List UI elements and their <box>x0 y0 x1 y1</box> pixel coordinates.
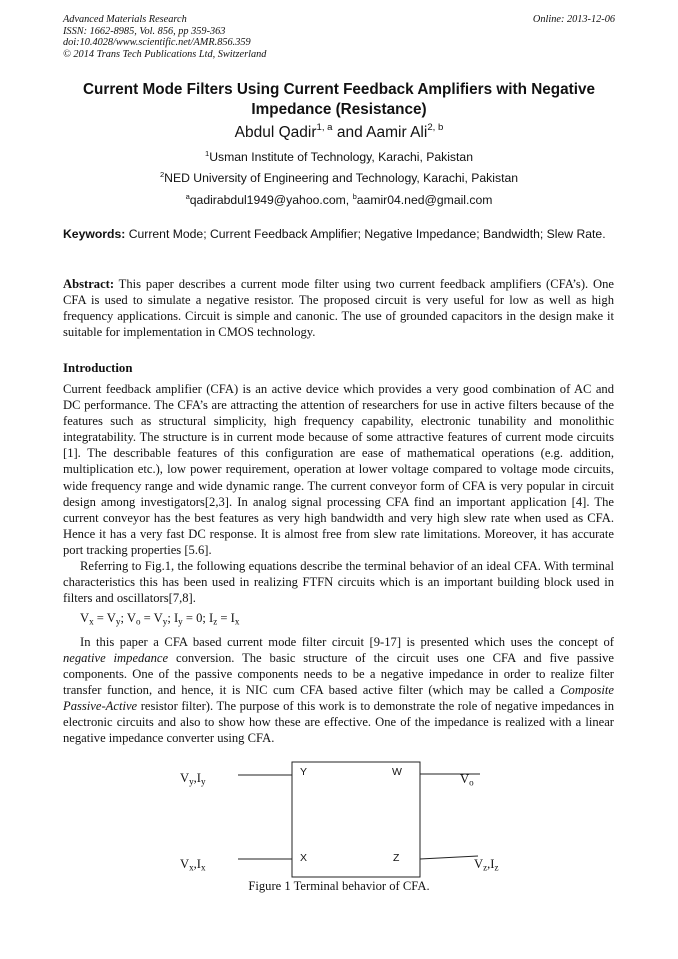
eq-sub: y <box>178 616 183 627</box>
label-vz-iz: $V_z,I_z$ <box>474 857 499 873</box>
abstract-label: Abstract: <box>63 277 115 291</box>
paper-title <box>40 80 638 119</box>
terminal-equation <box>63 610 614 629</box>
eq-part: = I <box>217 611 235 626</box>
eq-sub: z <box>213 616 218 627</box>
doi-line: doi:10.4028/www.scientific.net/AMR.856.359 <box>63 37 251 49</box>
aff-2-sup: 2 <box>159 169 165 179</box>
journal-name: Advanced Materials Research <box>63 14 187 25</box>
eq-part: = V <box>140 611 163 626</box>
issn-line: ISSN: 1662-8985, Vol. 856, pp 359-363 <box>63 25 226 37</box>
eq-sub: x <box>89 616 94 627</box>
z-terminal-wire <box>420 856 478 859</box>
intro-paragraph-3 <box>63 634 614 747</box>
eq-sub: x <box>234 616 240 627</box>
affiliation-1 <box>0 150 678 164</box>
pin-y: Y <box>300 766 308 778</box>
journal-header <box>63 14 266 60</box>
pin-w: W <box>392 766 402 778</box>
aff-1-sup: 1 <box>205 148 210 158</box>
aff-2-text: NED University of Engineering and Technology, Karachi, Pakistan <box>164 171 519 185</box>
p3-text: resistor filter). The purpose of this work is to demonstrate the role of negative impedances in electronic circuits and also to show how these are effective. One of the impedance is realized with a linear negative impedance converter using CFA. <box>63 699 614 746</box>
eq-part: ; V <box>120 611 136 626</box>
label-vo: $V_o$ <box>460 772 474 788</box>
affiliation-2 <box>0 171 678 185</box>
eq-part: = V <box>93 611 116 626</box>
p3-text: In this paper a CFA based current mode filter circuit [9-17] is presented which uses the concept of <box>80 634 614 649</box>
eq-sub: y <box>115 616 121 627</box>
eq-sub: o <box>135 616 141 627</box>
introduction-body <box>63 381 614 746</box>
author-2: Aamir Ali <box>366 124 428 141</box>
intro-paragraph-2: Referring to Fig.1, the following equations describe the terminal behavior of an ideal CFA. With terminal characteristics this has been used in realizing FTFN circuits which is an important building block used in filters and oscillators[7,8]. <box>63 559 614 606</box>
eq-part: ; I <box>167 611 179 626</box>
aff-1-text: Usman Institute of Technology, Karachi, Pakistan <box>209 150 473 164</box>
author-list <box>0 124 678 142</box>
email-1-sup: a <box>185 191 190 201</box>
email-2-sup: b <box>352 191 357 201</box>
p3-text: conversion. The basic structure of the circuit uses one CFA and five passive components. One of the passive components needs to be a negative impedance in order to realize filter transfer function, and hence, it is NIC cum CFA based active filter (which may be called a <box>63 650 615 697</box>
keywords <box>63 227 614 243</box>
email-line <box>0 193 678 207</box>
section-heading-introduction: Introduction <box>63 361 133 375</box>
email-1: qadirabdul1949@yahoo.com, <box>189 193 353 207</box>
author-2-sup: 2, b <box>427 122 444 134</box>
label-vx-ix: $V_x,I_x$ <box>180 857 206 873</box>
label-vy-iy: $V_y,I_y$ <box>180 771 206 787</box>
pin-x: X <box>300 852 308 864</box>
cfa-block <box>292 762 420 877</box>
keywords-text: Current Mode; Current Feedback Amplifier; Negative Impedance; Bandwidth; Slew Rate. <box>125 227 606 241</box>
intro-paragraph-1: Current feedback amplifier (CFA) is an active device which provides a very good combination of AC and DC performance. The CFA’s are attracting the attention of researchers for use in active filters because of the features such as structural simplicity, high frequency capability, electronic tunability and monolithic integratability. The structure is in current mode because of some attractive features of current mode circuits [1]. The describable features of this configuration are ease of mathematical operations (e.g. addition, multiplication etc.), low power requirement, operation at lower voltage compared to voltage mode circuits, wide frequency range and wide dynamic range. The current conveyor form of CFA is very popular in circuit design among investigators[2,3]. In analog signal processing CFA find an important application [4]. The current conveyor has the best features as very high bandwidth and very high slew rate when used as CFA. Hence it has a very fast DC response. It is almost free from slew rate limitations. Moreover, it has accurate port tracking properties [5.6]. <box>63 382 614 557</box>
eq-sub: y <box>162 616 168 627</box>
p3-italic: negative impedance <box>63 650 169 665</box>
pin-z: Z <box>393 852 400 864</box>
abstract-text: This paper describes a current mode filter using two current feedback amplifiers (CFA’s). One CFA is used to simulate a negative resistor. The proposed circuit is very useful for low as well as high frequency applications. Circuit is simple and canonic. The use of grounded capacitors in the design make it suitable for implementation in CMOS technology. <box>63 277 614 340</box>
online-date: Online: 2013-12-06 <box>532 14 615 25</box>
keywords-label: Keywords: <box>63 227 126 241</box>
author-and: and <box>332 124 367 141</box>
title-line-1: Current Mode Filters Using Current Feedback Amplifiers with Negative <box>83 81 595 98</box>
author-1: Abdul Qadir <box>234 124 317 141</box>
author-1-sup: 1, a <box>316 122 333 134</box>
eq-part: = 0; I <box>182 611 214 626</box>
abstract <box>63 276 614 340</box>
email-2: aamir04.ned@gmail.com <box>356 193 493 207</box>
figure-1-caption: Figure 1 Terminal behavior of CFA. <box>248 879 430 893</box>
copyright-line: © 2014 Trans Tech Publications Ltd, Switzerland <box>63 48 267 60</box>
p3-italic: Composite Passive-Active <box>63 682 614 714</box>
title-line-2: Impedance (Resistance) <box>251 100 427 118</box>
eq-part: V <box>80 611 90 626</box>
